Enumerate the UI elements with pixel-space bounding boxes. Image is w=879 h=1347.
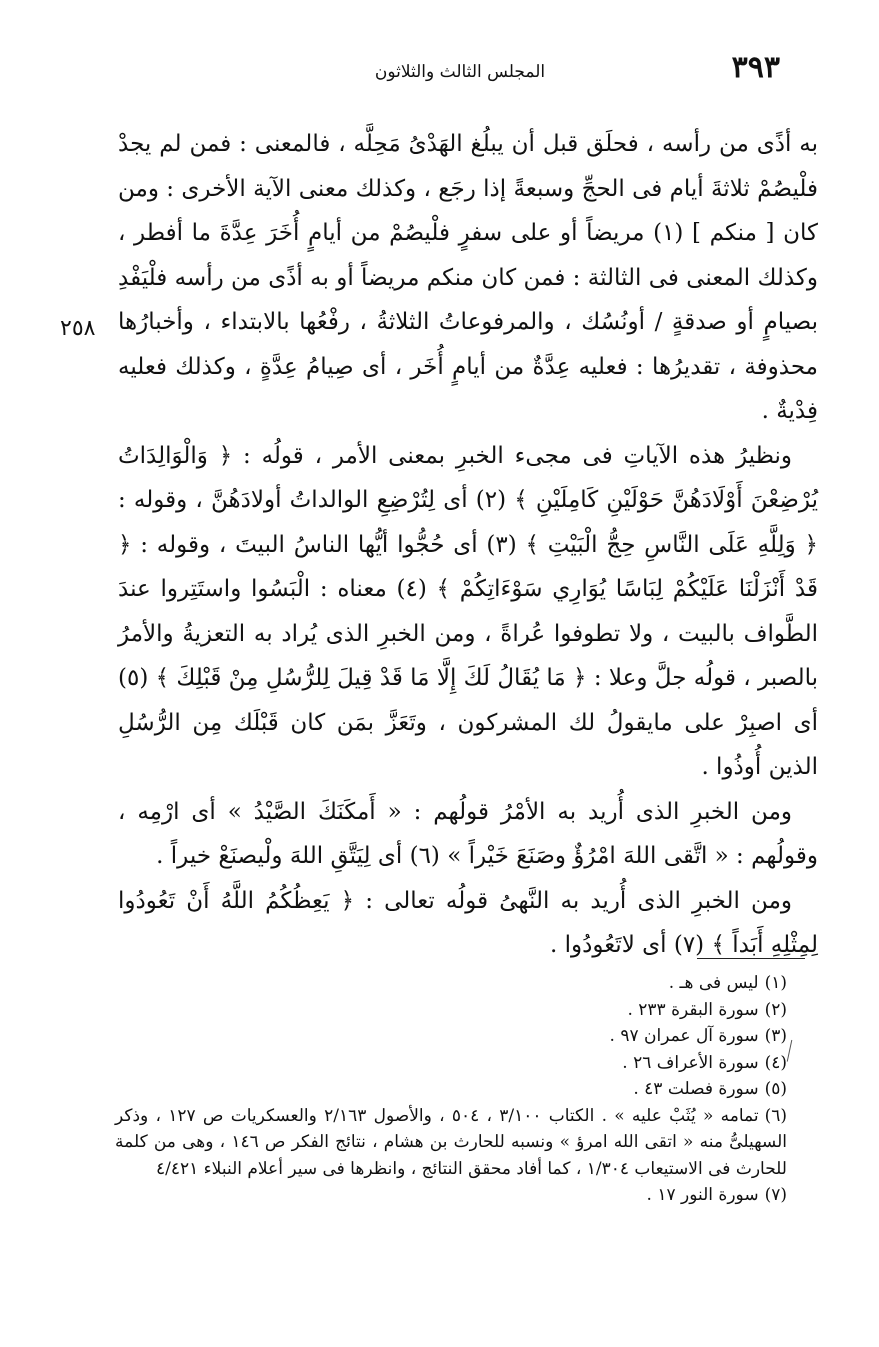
footnote-item — [115, 1182, 815, 1209]
footnote-item — [115, 970, 815, 997]
chapter-title: المجلس الثالث والثلاثون — [374, 62, 546, 82]
main-text — [118, 122, 818, 968]
footnote-number: (٤) — [764, 1052, 787, 1073]
footnote-item — [115, 1023, 815, 1050]
footnote-item — [115, 1103, 815, 1183]
footnote-item — [115, 1050, 815, 1077]
footnote-number: (٦) — [764, 1105, 787, 1126]
page-number: ٣٩٣ — [731, 50, 780, 85]
footnote-number: (٧) — [764, 1185, 787, 1205]
footnote-number: (٥) — [764, 1079, 787, 1099]
paragraph-3: ومن الخبرِ الذى أُريد به الأمْرُ قولُهم : « أَمكَنَكَ الصَّيْدُ » أى ارْمِه ، وقولُهم : « اتَّقى اللهَ امْرُؤٌ وصَنَعَ خَيْراً » (٦) أى لِيَتَّقِ اللهَ ولْيصنَعْ خيراً . — [118, 798, 818, 869]
running-header — [110, 50, 810, 90]
paragraph-1: به أذًى من رأسه ، فحلَق قبل أن يبلُغ الهَدْىُ مَحِلَّه ، فالمعنى : فمن لم يجدْ فلْيصُمْ ثلاثةَ أيام فى الحجِّ وسبعةً إذا رجَع ، وكذلك معنى الآية الأخرى : ومن كان [ منكم ] (١) مريضاً أو على سفرٍ فلْيصُمْ من أيامٍ أُخَرَ عِدَّةَ ما أفطر ، وكذلك المعنى فى الثالثة : فمن كان منكم مريضاً أو به أذًى من رأسه فلْيَفْدِ بصيامٍ أو صدقةٍ / أونُسُك ، والمرفوعاتُ الثلاثةُ ، رفْعُها بالابتداء ، وأخبارُها محذوفة ، تقديرُها : فعليه عِدَّةٌ من أيامٍ أُخَر ، أى صِيامُ عِدَّةٍ ، وكذلك فعليه فِدْيةٌ . — [118, 131, 818, 424]
paragraph-4: ومن الخبرِ الذى أُريد به النَّهىُ قولُه تعالى : ﴿ يَعِظُكُمُ اللَّهُ أَنْ تَعُودُوا لِمِثْلِهِ أَبَداً ﴾ (٧) أى لاتَعُودُوا . — [118, 887, 818, 958]
footnote-divider — [697, 958, 805, 959]
paragraph-2: ونظيرُ هذه الآياتِ فى مجىء الخبرِ بمعنى الأمر ، قولُه : ﴿ وَالْوَالِدَاتُ يُرْضِعْنَ أَوْلَادَهُنَّ حَوْلَيْنِ كَامِلَيْنِ ﴾ (٢) أى لِتُرْضِعِ الوالداتُ أولادَهُنَّ ، وقوله : ﴿ وَلِلَّهِ عَلَى النَّاسِ حِجُّ الْبَيْتِ ﴾ (٣) أى حُجُّوا أيُّها الناسُ البيتَ ، وقوله : ﴿ قَدْ أَنْزَلْنَا عَلَيْكُمْ لِبَاسًا يُوَارِي سَوْءَاتِكُمْ ﴾ (٤) معناه : الْبَسُوا واستَتِروا عندَ الطَّواف بالبيت ، ولا تطوفوا عُراةً ، ومن الخبرِ الذى يُراد به التعزيةُ والأمرُ بالصبر ، قولُه جلَّ وعلا : ﴿ مَا يُقَالُ لَكَ إِلَّا مَا قَدْ قِيلَ لِلرُّسُلِ مِنْ قَبْلِكَ ﴾ (٥) أى اصبِرْ على مايقولُ لك المشركون ، وتَعَزَّ بمَن كان قَبْلَك مِن الرُّسُلِ الذين أُوذُوا . — [118, 442, 818, 780]
footnote-text: سورة البقرة ٢٣٣ . — [627, 999, 759, 1020]
footnote-text: سورة فصلت ٤٣ . — [633, 1079, 759, 1099]
footnote-number: (٣) — [764, 1026, 787, 1046]
footnote-text: سورة آل عمران ٩٧ . — [609, 1026, 759, 1046]
footnote-text: تمامه « يُثَبْ عليه » . الكتاب ٣/١٠٠ ، ٥٠٤ ، والأصول ٢/١٦٣ والعسكريات ص ١٢٧ ، وذكر السهيلىُّ منه « اتقى الله امرؤ » ونسبه للحارث بن هشام ، نتائج الفكر ص ١٤٦ ، وهى من كلمة للحارث فى الاستيعاب ١/٣٠٤ ، كما أفاد محقق النتائج ، وانظرها فى سير أعلام النبلاء ٤/٤٢١ — [115, 1105, 788, 1179]
footnotes — [115, 970, 815, 1209]
footnote-text: ليس فى هـ . — [668, 973, 759, 993]
footnote-item — [115, 997, 815, 1024]
footnote-item — [115, 1076, 815, 1103]
footnote-text: سورة الأعراف ٢٦ . — [622, 1052, 759, 1073]
margin-page-reference: ٢٥٨ — [60, 316, 96, 341]
footnote-number: (١) — [764, 973, 787, 993]
footnote-text: سورة النور ١٧ . — [646, 1185, 759, 1205]
footnote-number: (٢) — [764, 999, 787, 1020]
